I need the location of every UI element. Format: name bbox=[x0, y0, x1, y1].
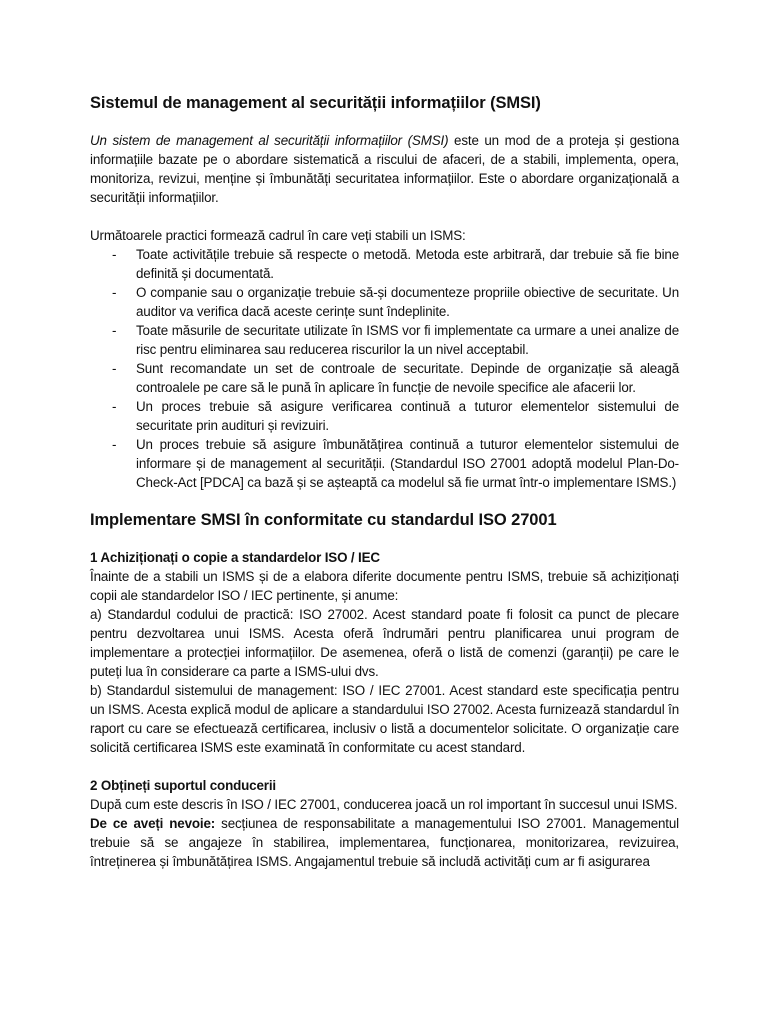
list-item bbox=[90, 245, 679, 283]
bullet-dash: - bbox=[112, 247, 117, 262]
step1-item-b: b) Standardul sistemului de management: ISO / IEC 27001. Acest standard este specificația pentru un ISMS. Acesta explică modul de aplicare a standardului ISO 27002. Acesta furnizează standardul în raport cu care se efectuează certificarea, inclusiv o listă a documentelor solicitate. O organizație care solicită certificarea ISMS este examinată în conformitate cu acest standard. bbox=[90, 683, 679, 755]
list-item bbox=[90, 435, 679, 492]
bullet-dash: - bbox=[112, 323, 117, 338]
list-item-text: Toate măsurile de securitate utilizate în ISMS vor fi implementate ca urmare a unei analize de risc pentru eliminarea sau reducerea riscurilor la un nivel acceptabil. bbox=[136, 323, 679, 357]
list-item-text: Sunt recomandate un set de controale de securitate. Depinde de organizație să aleagă controalele pe care să le pună în aplicare în funcție de nevoile specifice ale afacerii lor. bbox=[136, 361, 679, 395]
needs-label: De ce aveți nevoie: bbox=[90, 816, 216, 831]
step1-paragraph: Înainte de a stabili un ISMS și de a elabora diferite documente pentru ISMS, trebuie să achiziționați copii ale standardelor ISO / IEC pertinente, și anume: bbox=[90, 569, 679, 603]
bullet-dash: - bbox=[112, 399, 117, 414]
step1-item-a: a) Standardul codului de practică: ISO 27002. Acest standard poate fi folosit ca punct de plecare pentru dezvoltarea unui ISMS. Acesta oferă îndrumări pentru planificarea unui program de implementare a protecției informațiilor. De asemenea, oferă o listă de comenzi (garanții) pe care le puteți lua în considerare ca parte a ISMS-ului dvs. bbox=[90, 607, 679, 679]
step2-needs-paragraph bbox=[90, 814, 679, 871]
intro-text: este un mod de a proteja și gestiona informațiile bazate pe o abordare sistematică a riscului de afaceri, de a stabili, implementa, opera, monitoriza, revizui, menține și îmbunătăți securitatea informațiilor. Este o abordare organizațională a securității informațiilor. bbox=[90, 133, 679, 205]
intro-paragraph bbox=[90, 131, 679, 207]
bullet-dash: - bbox=[112, 361, 117, 376]
section-heading: Implementare SMSI în conformitate cu standardul ISO 27001 bbox=[90, 511, 557, 529]
list-item-text: Toate activitățile trebuie să respecte o metodă. Metoda este arbitrară, dar trebuie să fie bine definită și documentată. bbox=[136, 247, 679, 281]
document-body bbox=[90, 92, 679, 871]
step2-title: 2 Obțineți suportul conducerii bbox=[90, 778, 276, 793]
needs-text: secțiunea de responsabilitate a managementului ISO 27001. Managementul trebuie să se angajeze în stabilirea, implementarea, funcționarea, monitorizarea, revizuirea, întreținerea și îmbunătățirea ISMS. Angajamentul trebuie să includă activități cum ar fi asigurarea bbox=[90, 816, 679, 869]
practices-intro: Următoarele practici formează cadrul în care veți stabili un ISMS: bbox=[90, 228, 466, 243]
list-item bbox=[90, 321, 679, 359]
practices-list bbox=[90, 245, 679, 492]
intro-italic-term: Un sistem de management al securității informațiilor (SMSI) bbox=[90, 133, 449, 148]
step2-paragraph: După cum este descris în ISO / IEC 27001, conducerea joacă un rol important în succesul unui ISMS. bbox=[90, 797, 678, 812]
step1-title: 1 Achiziționați o copie a standardelor ISO / IEC bbox=[90, 550, 380, 565]
list-item bbox=[90, 359, 679, 397]
bullet-dash: - bbox=[112, 285, 117, 300]
list-item-text: O companie sau o organizație trebuie să-și documenteze propriile obiective de securitate. Un auditor va verifica dacă aceste cerințe sunt îndeplinite. bbox=[136, 285, 679, 319]
document-title: Sistemul de management al securității informațiilor (SMSI) bbox=[90, 94, 541, 112]
list-item-text: Un proces trebuie să asigure verificarea continuă a tuturor elementelor sistemului de securitate prin audituri și revizuiri. bbox=[136, 399, 679, 433]
bullet-dash: - bbox=[112, 437, 117, 452]
list-item bbox=[90, 397, 679, 435]
list-item-text: Un proces trebuie să asigure îmbunătățirea continuă a tuturor elementelor sistemului de informare și de management al securității. (Standardul ISO 27001 adoptă modelul Plan-Do-Check-Act [PDCA] ca bază și se așteaptă ca modelul să fie urmat într-o implementare ISMS.) bbox=[136, 437, 679, 490]
list-item bbox=[90, 283, 679, 321]
